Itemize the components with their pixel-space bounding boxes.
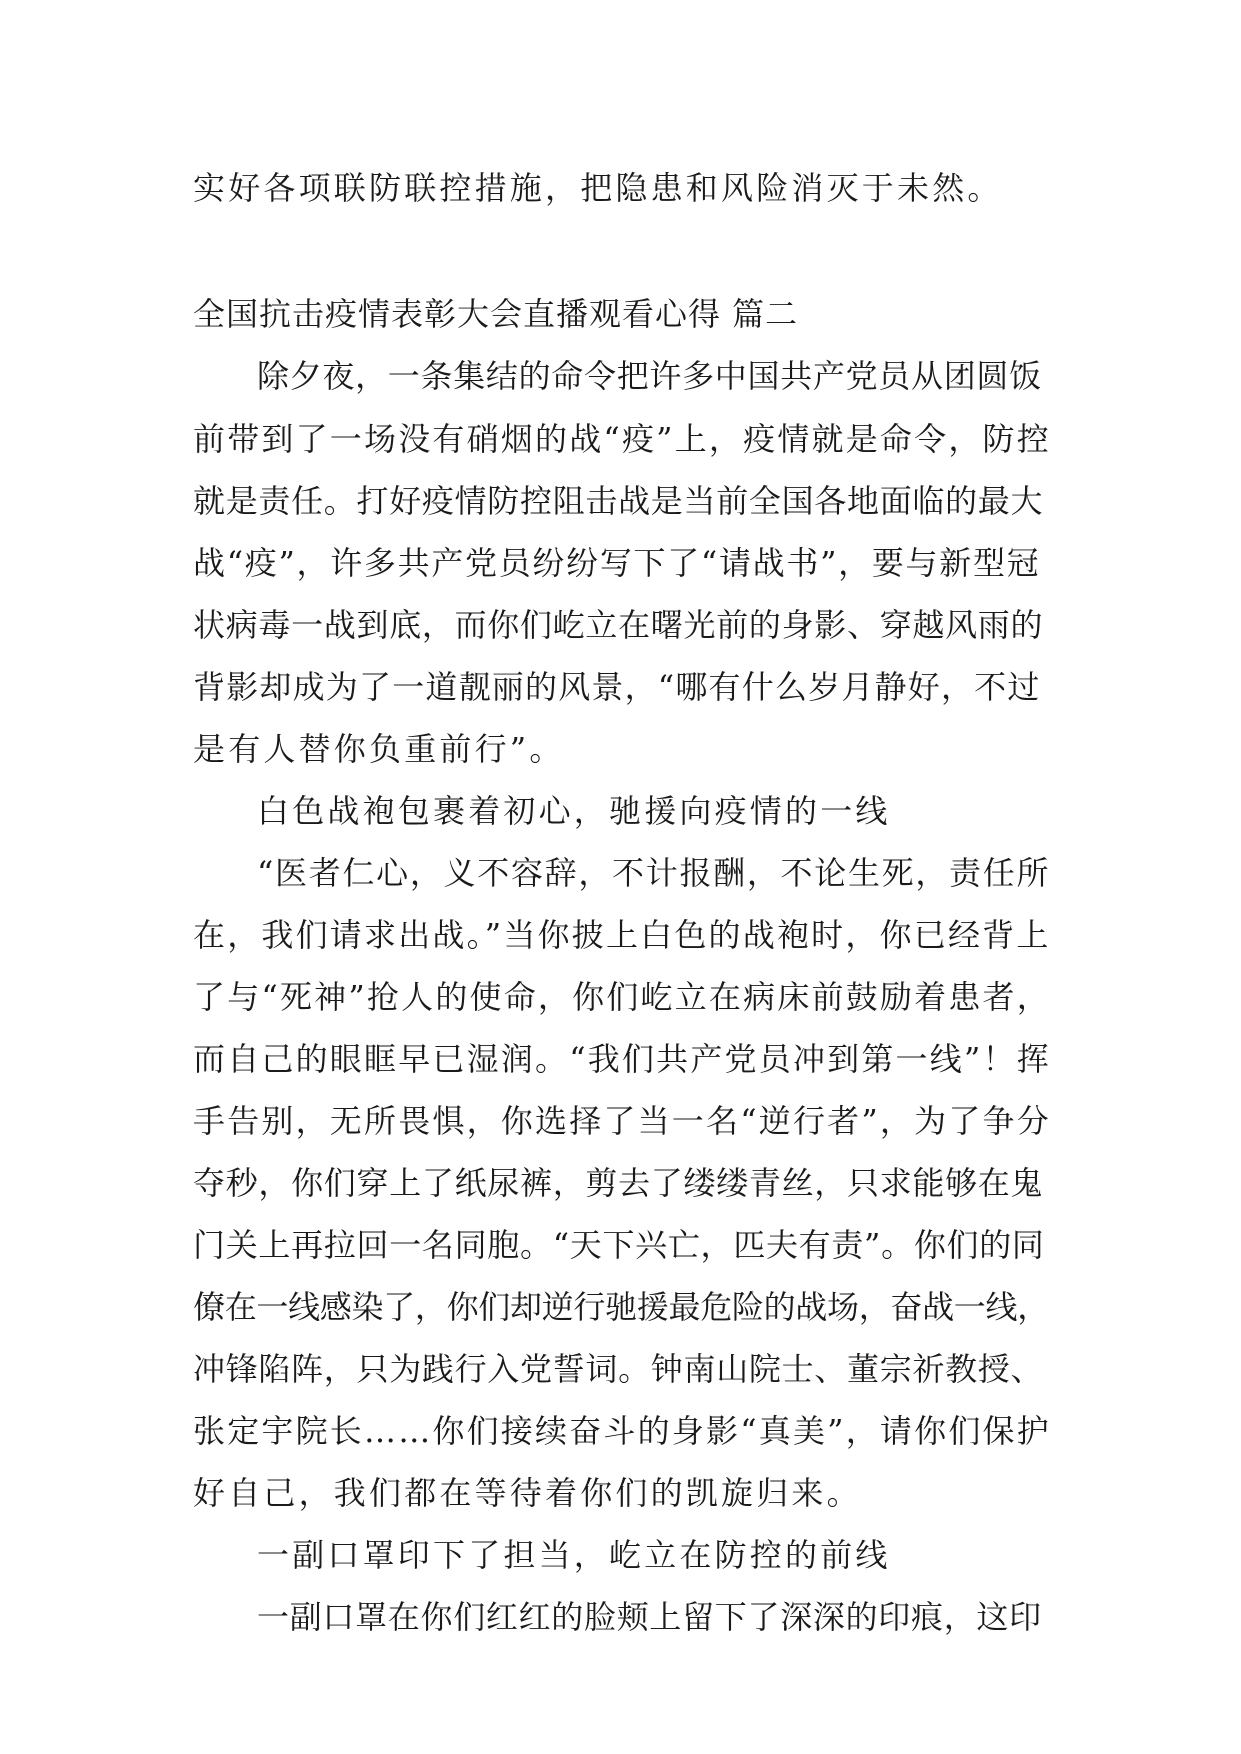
paragraph-line: 就是责任。打好疫情防控阻击战是当前全国各地面临的最大 xyxy=(193,482,1044,520)
paragraph-line: 在，我们请求出战。”当你披上白色的战袍时，你已经背上 xyxy=(193,916,1051,954)
subheading-line: 一副口罩印下了担当，屹立在防控的前线 xyxy=(257,1536,891,1574)
paragraph-line: 了与“死神”抢人的使命，你们屹立在病床前鼓励着患者， xyxy=(193,978,1051,1016)
paragraph-line: 夺秒，你们穿上了纸尿裤，剪去了缕缕青丝，只求能够在鬼 xyxy=(193,1164,1044,1202)
paragraph-line: 实好各项联防联控措施，把隐患和风险消灭于未然。 xyxy=(193,169,1003,207)
section-heading: 全国抗击疫情表彰大会直播观看心得 篇二 xyxy=(193,295,799,333)
paragraph-line: 战“疫”，许多共产党员纷纷写下了“请战书”，要与新型冠 xyxy=(193,544,1041,582)
paragraph-line: 背影却成为了一道靓丽的风景，“哪有什么岁月静好，不过 xyxy=(193,668,1041,706)
paragraph-line: 前带到了一场没有硝烟的战“疫”上，疫情就是命令，防控 xyxy=(193,420,1051,458)
paragraph-line: 状病毒一战到底，而你们屹立在曙光前的身影、穿越风雨的 xyxy=(193,606,1044,644)
paragraph-line: 门关上再拉回一名同胞。“天下兴亡，匹夫有责”。你们的同 xyxy=(193,1226,1045,1264)
paragraph-line: 是有人替你负重前行”。 xyxy=(193,730,565,768)
paragraph-line: “医者仁心，义不容辞，不计报酬，不论生死，责任所 xyxy=(257,854,1051,892)
paragraph-line: 僚在一线感染了，你们却逆行驰援最危险的战场，奋战一线， xyxy=(193,1288,1049,1326)
paragraph-line: 张定宇院长……你们接续奋斗的身影“真美”，请你们保护 xyxy=(193,1412,1051,1450)
paragraph-line: 好自己，我们都在等待着你们的凯旋归来。 xyxy=(193,1474,862,1512)
paragraph-line: 冲锋陷阵，只为践行入党誓词。钟南山院士、董宗祈教授、 xyxy=(193,1350,1044,1388)
paragraph-line: 而自己的眼眶早已湿润。“我们共产党员冲到第一线”！挥 xyxy=(193,1040,1051,1078)
paragraph-line: 一副口罩在你们红红的脸颊上留下了深深的印痕，这印 xyxy=(257,1598,1042,1636)
paragraph-line: 除夕夜，一条集结的命令把许多中国共产党员从团圆饭 xyxy=(257,357,1042,395)
paragraph-line: 手告别，无所畏惧，你选择了当一名“逆行者”，为了争分 xyxy=(193,1102,1051,1140)
subheading-line: 白色战袍包裹着初心，驰援向疫情的一线 xyxy=(257,792,891,830)
